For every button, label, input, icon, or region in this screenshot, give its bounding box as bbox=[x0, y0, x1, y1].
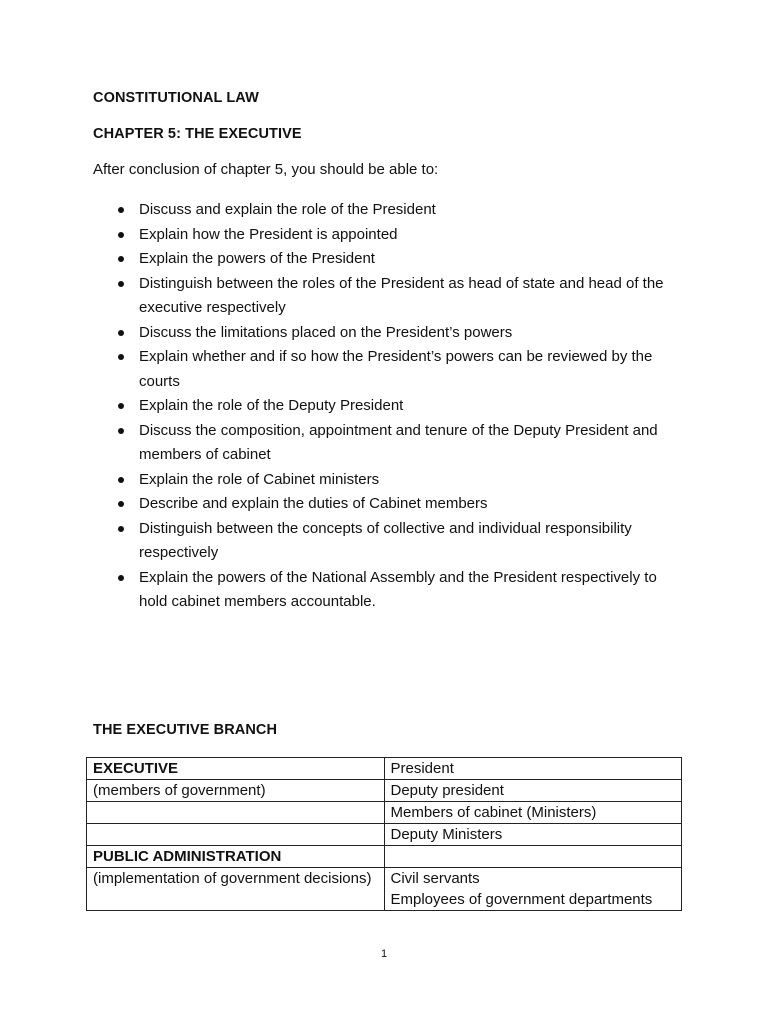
table-cell: PUBLIC ADMINISTRATION bbox=[87, 846, 385, 868]
table-cell: Members of cabinet (Ministers) bbox=[384, 802, 682, 824]
objective-item: Explain how the President is appointed bbox=[139, 223, 684, 248]
table-row bbox=[87, 868, 682, 911]
table-cell-line: Civil servants bbox=[390, 870, 480, 887]
table-cell-line: Employees of government departments bbox=[390, 891, 653, 908]
table-cell: (members of government) bbox=[87, 780, 385, 802]
executive-branch-table bbox=[86, 757, 682, 911]
objective-item: Discuss and explain the role of the President bbox=[139, 198, 684, 223]
objective-item: Discuss the composition, appointment and tenure of the Deputy President and members of cabinet bbox=[139, 419, 684, 468]
table-row bbox=[87, 758, 682, 780]
intro-text: After conclusion of chapter 5, you should be able to: bbox=[93, 161, 439, 178]
table-row bbox=[87, 824, 682, 846]
table-cell bbox=[384, 868, 682, 911]
table-cell: Deputy president bbox=[384, 780, 682, 802]
table-cell bbox=[87, 824, 385, 846]
table-cell: President bbox=[384, 758, 682, 780]
learning-objectives-list bbox=[139, 198, 684, 615]
objective-item: Distinguish between the roles of the President as head of state and head of the executive respectively bbox=[139, 272, 684, 321]
course-title: CONSTITUTIONAL LAW bbox=[93, 90, 259, 106]
objective-item: Discuss the limitations placed on the President’s powers bbox=[139, 321, 684, 346]
objective-item: Describe and explain the duties of Cabinet members bbox=[139, 492, 684, 517]
section-title: THE EXECUTIVE BRANCH bbox=[93, 722, 278, 738]
objective-item: Explain the powers of the National Assembly and the President respectively to hold cabinet members accountable. bbox=[139, 566, 684, 615]
objective-item: Explain whether and if so how the President’s powers can be reviewed by the courts bbox=[139, 345, 684, 394]
table-cell: (implementation of government decisions) bbox=[87, 868, 385, 911]
table-cell: EXECUTIVE bbox=[87, 758, 385, 780]
table-row bbox=[87, 780, 682, 802]
table-row bbox=[87, 846, 682, 868]
table-cell bbox=[87, 802, 385, 824]
table-cell bbox=[384, 846, 682, 868]
table-row bbox=[87, 802, 682, 824]
objective-item: Explain the role of Cabinet ministers bbox=[139, 468, 684, 493]
objective-item: Distinguish between the concepts of collective and individual responsibility respectively bbox=[139, 517, 684, 566]
table-cell: Deputy Ministers bbox=[384, 824, 682, 846]
objective-item: Explain the powers of the President bbox=[139, 247, 684, 272]
objective-item: Explain the role of the Deputy President bbox=[139, 394, 684, 419]
chapter-title: CHAPTER 5: THE EXECUTIVE bbox=[93, 126, 302, 142]
page-number: 1 bbox=[380, 948, 388, 960]
